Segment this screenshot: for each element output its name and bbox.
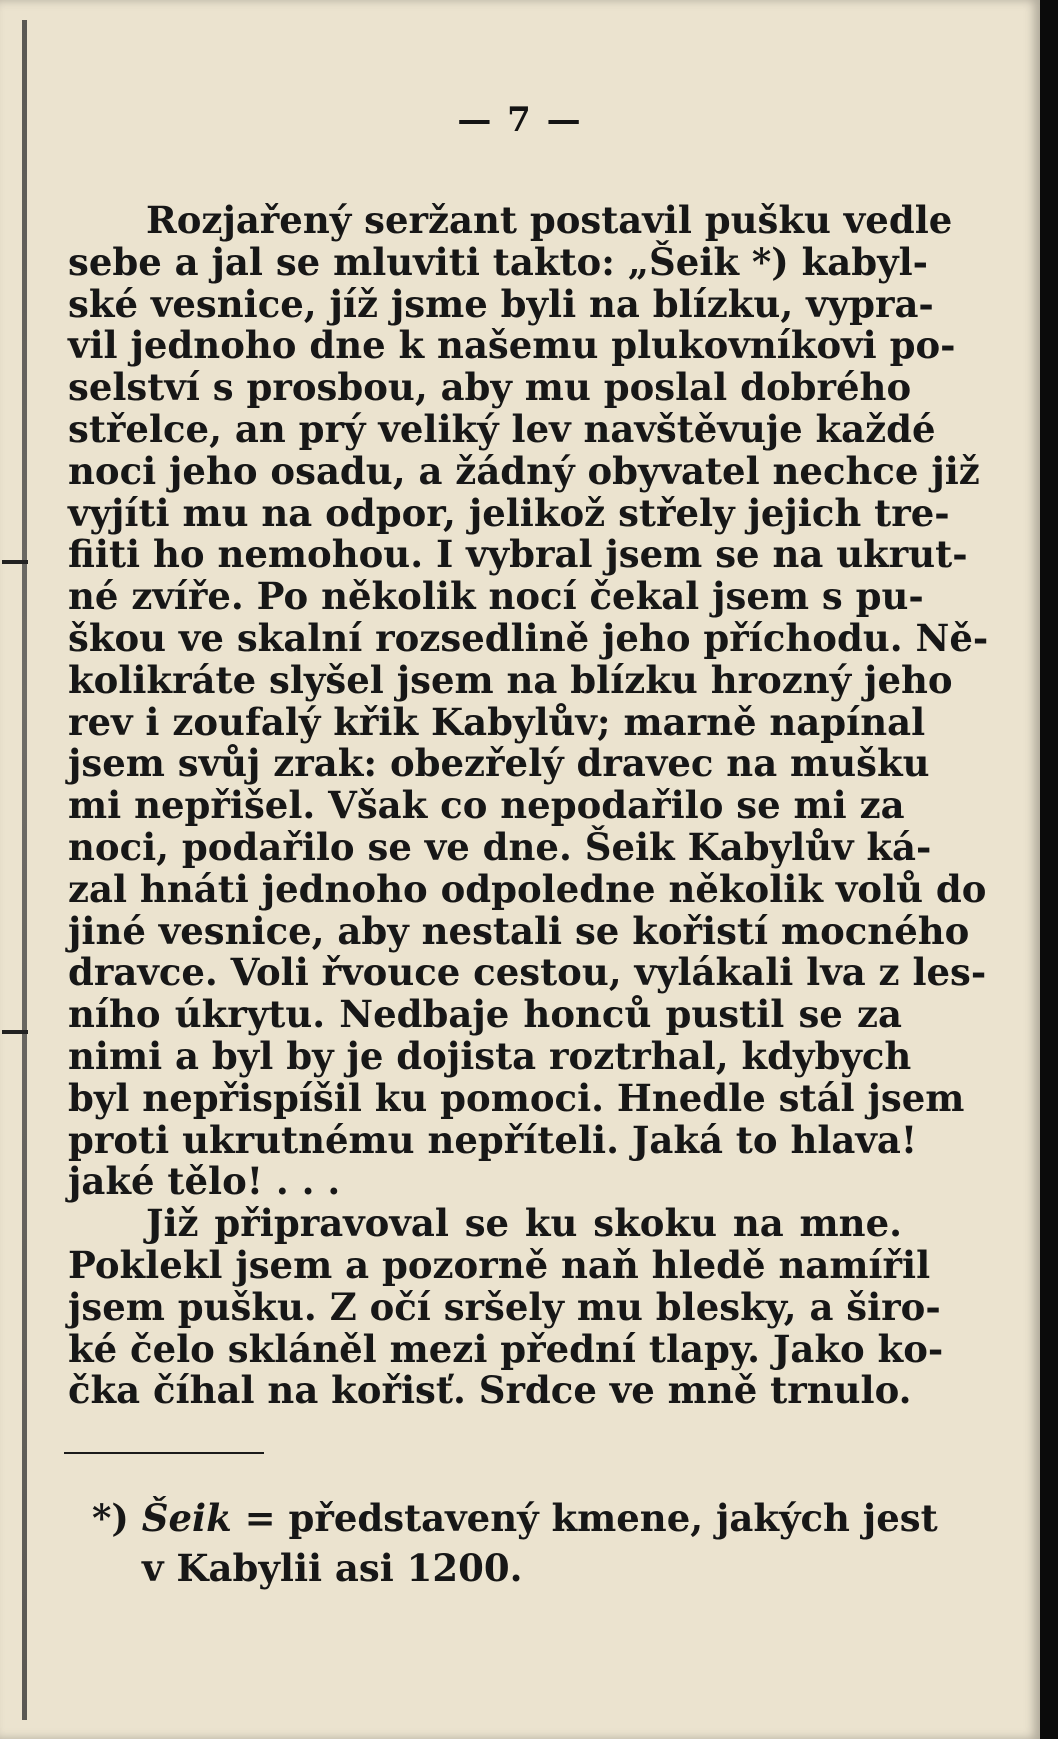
text-line: rev i zoufalý křik Kabylův; marně napínal	[68, 699, 926, 744]
text-line: škou ve skalní rozsedlině jeho příchodu. Ně-	[68, 615, 989, 660]
text-line: jaké tělo! . . .	[68, 1159, 341, 1204]
text-line: byl nepřispíšil ku pomoci. Hnedle stál jsem	[68, 1075, 965, 1120]
footnote-line	[92, 1493, 938, 1543]
text-line: ního úkrytu. Nedbaje honců pustil se za	[68, 992, 902, 1037]
text-line: ké čelo skláněl mezi přední tlapy. Jako ko-	[68, 1326, 944, 1371]
footnote-definition: = představený kmene, jakých jest	[244, 1496, 938, 1540]
text-line: střelce, an prý veliký lev navštěvuje každé	[68, 406, 936, 451]
text-line: né zvíře. Po několik nocí čekal jsem s pu-	[68, 574, 924, 619]
text-line: ské vesnice, jíž jsme byli na blízku, vypra-	[68, 281, 934, 326]
text-line: mi nepřišel. Však co nepodařilo se mi za	[68, 783, 905, 828]
text-line: proti ukrutnému nepříteli. Jaká to hlava!	[68, 1117, 918, 1162]
footnote	[92, 1493, 938, 1593]
body-text	[68, 198, 989, 1413]
text-line: kolikráte slyšel jsem na blízku hrozný jeho	[68, 657, 953, 702]
text-line: zal hnáti jednoho odpoledne několik volů do	[68, 866, 987, 911]
text-line: čka číhal na kořisť. Srdce ve mně trnulo.	[68, 1368, 912, 1413]
binding-gutter-line	[22, 20, 27, 1720]
text-line: jsem pušku. Z očí sršely mu blesky, a širo-	[68, 1284, 941, 1329]
footnote-separator	[64, 1452, 264, 1454]
text-line: Poklekl jsem a pozorně naň hledě namířil	[68, 1242, 931, 1287]
text-line: vyjíti mu na odpor, jelikož střely jejich tre-	[68, 490, 950, 535]
page-number: — 7 —	[457, 100, 583, 140]
text-line: nimi a byl by je dojista roztrhal, kdybych	[68, 1033, 912, 1078]
footnote-marker: *)	[92, 1496, 129, 1540]
text-line: sebe a jal se mluviti takto: „Šeik *) kabyl-	[68, 239, 929, 284]
text-line: Rozjařený seržant postavil pušku vedle	[146, 198, 953, 242]
text-line: selství s prosbou, aby mu poslal dobrého	[68, 365, 912, 410]
text-line: noci jeho osadu, a žádný obyvatel nechce již	[68, 448, 980, 493]
text-line: noci, podařilo se ve dne. Šeik Kabylův ká-	[68, 824, 932, 869]
footnote-line: v Kabylii asi 1200.	[142, 1546, 523, 1590]
binding-mark	[2, 1030, 28, 1034]
text-line: fiiti ho nemohou. I vybral jsem se na ukrut-	[68, 532, 968, 577]
text-line: vil jednoho dne k našemu plukovníkovi po-	[68, 323, 956, 368]
text-line: jsem svůj zrak: obezřelý dravec na mušku	[68, 741, 930, 786]
binding-mark	[2, 560, 28, 564]
text-line: Již připravoval se ku skoku na mne.	[146, 1201, 902, 1246]
footnote-term: Šeik	[141, 1496, 232, 1540]
text-line: jiné vesnice, aby nestali se kořistí mocného	[68, 908, 970, 953]
text-line: dravce. Voli řvouce cestou, vylákali lva z les-	[68, 950, 987, 995]
